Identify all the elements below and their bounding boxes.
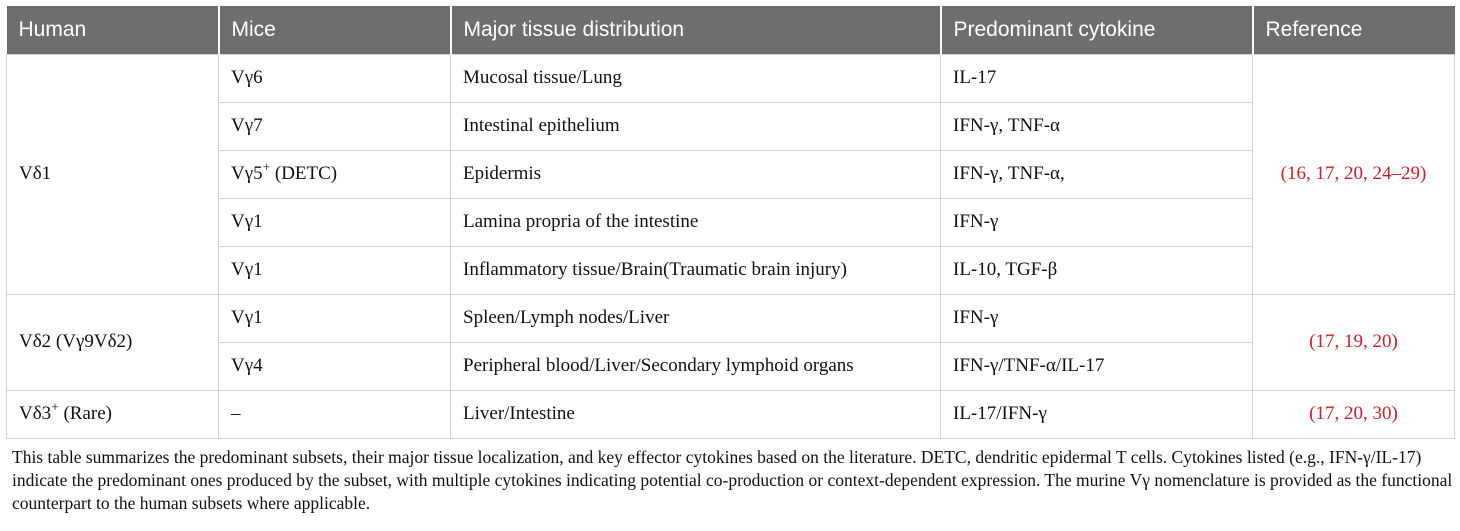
mice-subset-cell: Vγ1: [219, 246, 451, 294]
cytokine-cell: IL-17: [941, 54, 1253, 102]
reference-cell: [1253, 54, 1455, 294]
human-subset-cell: [7, 390, 219, 438]
table-header: [7, 6, 1455, 54]
table-row: [7, 294, 1455, 342]
cytokine-cell: IFN-γ, TNF-α: [941, 102, 1253, 150]
mice-subset-cell: [219, 150, 451, 198]
human-subset-cell: Vδ2 (Vγ9Vδ2): [7, 294, 219, 390]
reference-link[interactable]: (17, 19, 20): [1309, 331, 1398, 353]
table-row: [7, 102, 1455, 150]
tissue-distribution-cell: Liver/Intestine: [451, 390, 941, 438]
tissue-distribution-cell: Mucosal tissue/Lung: [451, 54, 941, 102]
mice-subset-label: Vγ5: [231, 163, 263, 185]
reference-link[interactable]: (17, 20, 30): [1309, 403, 1398, 425]
mice-subset-cell: Vγ4: [219, 342, 451, 390]
reference-link[interactable]: (16, 17, 20, 24–29): [1280, 163, 1427, 185]
table-row: [7, 54, 1455, 102]
table-row: [7, 198, 1455, 246]
mice-subset-cell: Vγ1: [219, 198, 451, 246]
table-body: [7, 54, 1455, 438]
cytokine-cell: IFN-γ: [941, 294, 1253, 342]
column-header-mice: Mice: [219, 6, 451, 54]
superscript-plus: +: [262, 159, 271, 175]
column-header-human: Human: [7, 6, 219, 54]
mice-subset-cell: Vγ1: [219, 294, 451, 342]
reference-cell: [1253, 294, 1455, 390]
cytokine-cell: IFN-γ: [941, 198, 1253, 246]
mice-subset-cell: –: [219, 390, 451, 438]
column-header-reference: Reference: [1253, 6, 1455, 54]
cytokine-cell: IL-17/IFN-γ: [941, 390, 1253, 438]
column-header-tissue: Major tissue distribution: [451, 6, 941, 54]
mice-subset-cell: Vγ7: [219, 102, 451, 150]
reference-cell: [1253, 390, 1455, 438]
table-caption: This table summarizes the predominant subsets, their major tissue localization, and key effector cytokines based on the literature. DETC, dendritic epidermal T cells. Cytokines listed (e.g., IFN-γ/IL-17) indicate the predominant ones produced by the subset, with multiple cytokines indicating potential co-production or context-dependent expression. The murine Vγ nomenclature is provided as the functional counterpart to the human subsets where applicable.: [12, 446, 1453, 514]
cytokine-cell: IFN-γ, TNF-α,: [941, 150, 1253, 198]
human-subset-suffix: (Rare): [58, 403, 112, 425]
tissue-distribution-cell: Lamina propria of the intestine: [451, 198, 941, 246]
superscript-plus: +: [51, 399, 59, 415]
gamma-delta-t-cell-subset-table: [6, 6, 1455, 439]
table-row: [7, 390, 1455, 438]
tissue-distribution-cell: Peripheral blood/Liver/Secondary lymphoid organs: [451, 342, 941, 390]
human-subset-cell: Vδ1: [7, 54, 219, 294]
mice-subset-suffix: (DETC): [270, 163, 338, 185]
cytokine-cell: IL-10, TGF-β: [941, 246, 1253, 294]
cytokine-cell: IFN-γ/TNF-α/IL-17: [941, 342, 1253, 390]
table-row: [7, 246, 1455, 294]
tissue-distribution-cell: Spleen/Lymph nodes/Liver: [451, 294, 941, 342]
table-header-row: [7, 6, 1455, 54]
mice-subset-cell: Vγ6: [219, 54, 451, 102]
tissue-distribution-cell: Intestinal epithelium: [451, 102, 941, 150]
table-row: [7, 342, 1455, 390]
tissue-distribution-cell: Epidermis: [451, 150, 941, 198]
column-header-cytokine: Predominant cytokine: [941, 6, 1253, 54]
tissue-distribution-cell: Inflammatory tissue/Brain(Traumatic brain injury): [451, 246, 941, 294]
human-subset-label: Vδ3: [19, 403, 52, 425]
table-row: [7, 150, 1455, 198]
